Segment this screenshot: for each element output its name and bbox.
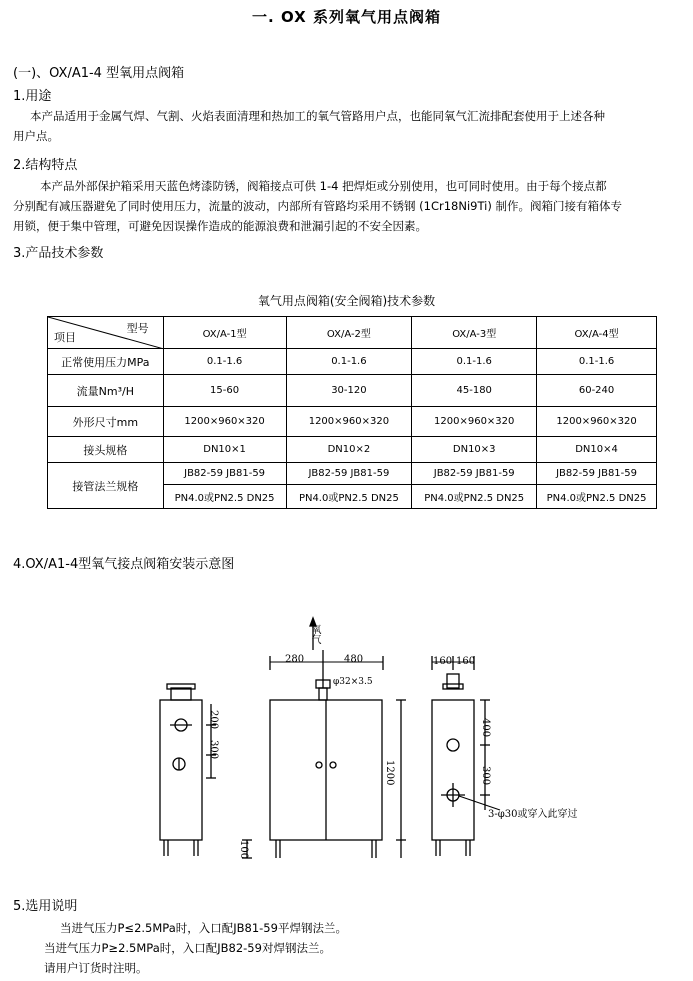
dim-480: 480 (344, 654, 364, 665)
row-label: 接头规格 (48, 437, 164, 463)
table-row (48, 407, 657, 437)
table-cell: DN10×2 (286, 437, 412, 463)
table-cell: 60-240 (537, 375, 657, 407)
spec-table (47, 316, 657, 509)
structure-heading: 2.结构特点 (13, 158, 78, 173)
table-caption: 氧气用点阀箱(安全阀箱)技术参数 (257, 294, 436, 308)
front-view (242, 618, 406, 858)
table-cell: DN10×1 (163, 437, 286, 463)
usage-line-2: 用户点。 (13, 129, 59, 143)
structure-line-3: 用锁，便于集中管理，可避免因误操作造成的能源浪费和泄漏引起的不安全因素。 (13, 219, 427, 233)
model-header: OX/A-3型 (412, 317, 537, 349)
corner-top-label: 型号 (126, 322, 149, 335)
table-cell: JB82-59 JB81-59 (537, 463, 657, 485)
table-cell: 1200×960×320 (286, 407, 412, 437)
page-title: 一. OX 系列氧气用点阀箱 (252, 8, 441, 26)
model-header: OX/A-2型 (286, 317, 412, 349)
corner-bottom-label: 项目 (54, 331, 76, 344)
structure-line-2: 分别配有减压器避免了同时使用压力，流量的波动，内部所有管路均采用不锈钢 (1Cr18Ni9Ti) 制作。阀箱门接有箱体专 (13, 199, 622, 213)
dim-200: 200 (208, 710, 219, 730)
installation-diagram (0, 600, 693, 870)
model-header: OX/A-4型 (537, 317, 657, 349)
selection-line-2: 当进气压力P≥2.5MPa时，入口配JB82-59对焊钢法兰。 (44, 941, 331, 955)
model-header: OX/A-1型 (163, 317, 286, 349)
row-label: 流量Nm³/H (48, 375, 164, 407)
dim-pipe: φ32×3.5 (333, 677, 373, 687)
table-cell: PN4.0或PN2.5 DN25 (412, 485, 537, 509)
table-cell: 30-120 (286, 375, 412, 407)
structure-line-1: 本产品外部保护箱采用天蓝色烤漆防锈，阀箱接点可供 1-4 把焊炬或分别使用，也可同时使用。由于每个接点都 (40, 179, 607, 193)
table-row (48, 349, 657, 375)
table-cell: 45-180 (412, 375, 537, 407)
table-cell: 0.1-1.6 (412, 349, 537, 375)
table-cell: JB82-59 JB81-59 (412, 463, 537, 485)
selection-heading: 5.选用说明 (13, 899, 78, 914)
table-row (48, 463, 657, 485)
table-row (48, 437, 657, 463)
dim-280: 280 (285, 654, 305, 665)
diagram-heading: 4.OX/A1-4型氧气接点阀箱安装示意图 (13, 557, 235, 572)
table-cell: 0.1-1.6 (537, 349, 657, 375)
table-header-row (48, 317, 657, 349)
table-cell: 0.1-1.6 (286, 349, 412, 375)
table-cell: PN4.0或PN2.5 DN25 (286, 485, 412, 509)
dim-160-a: 160 (433, 656, 453, 667)
table-row (48, 375, 657, 407)
table-cell: 1200×960×320 (163, 407, 286, 437)
dim-1200: 1200 (384, 760, 395, 786)
table-cell: DN10×3 (412, 437, 537, 463)
table-cell: JB82-59 JB81-59 (286, 463, 412, 485)
table-cell: PN4.0或PN2.5 DN25 (163, 485, 286, 509)
row-label: 外形尺寸mm (48, 407, 164, 437)
selection-line-3: 请用户订货时注明。 (44, 961, 148, 975)
table-cell: 1200×960×320 (412, 407, 537, 437)
dim-300-right: 300 (480, 766, 491, 786)
hole-note: 3-φ30或穿入此穿过 (488, 809, 578, 820)
usage-line-1: 本产品适用于金属气焊、气割、火焰表面清理和热加工的氧气管路用户点，也能同氧气汇流排配套使用于上述各种 (30, 109, 605, 123)
specs-heading: 3.产品技术参数 (13, 246, 104, 261)
dim-100: 100 (238, 840, 249, 860)
table-cell: PN4.0或PN2.5 DN25 (537, 485, 657, 509)
usage-heading: 1.用途 (13, 89, 52, 104)
row-label: 接管法兰规格 (48, 463, 164, 509)
table-cell: 0.1-1.6 (163, 349, 286, 375)
dim-400: 400 (480, 718, 491, 738)
dim-300-left: 300 (208, 740, 219, 760)
side-view-right (432, 656, 500, 856)
table-cell: 15-60 (163, 375, 286, 407)
selection-line-1: 当进气压力P≤2.5MPa时，入口配JB81-59平焊钢法兰。 (60, 921, 347, 935)
dim-160-b: 160 (456, 656, 476, 667)
section-heading: (一)、OX/A1-4 型氧用点阀箱 (13, 66, 185, 81)
table-cell: DN10×4 (537, 437, 657, 463)
oxygen-label: 氧气 (309, 624, 320, 644)
table-cell: JB82-59 JB81-59 (163, 463, 286, 485)
table-cell: 1200×960×320 (537, 407, 657, 437)
row-label: 正常使用压力MPa (48, 349, 164, 375)
table-corner-cell (48, 317, 164, 349)
